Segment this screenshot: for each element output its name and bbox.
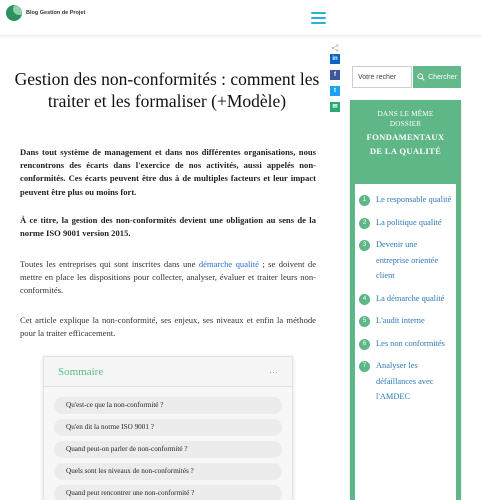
dossier-name-2[interactable]: DE LA QUALITÉ bbox=[369, 146, 442, 156]
dossier-header bbox=[350, 100, 461, 180]
toc-item[interactable]: Quand peut-on parler de non-conformité ? bbox=[54, 441, 282, 458]
toc-title: Sommaire bbox=[58, 365, 104, 378]
site-logo[interactable] bbox=[6, 5, 85, 21]
article-title: Gestion des non-conformités : comment les traiter et les formaliser (+Modèle) bbox=[14, 69, 320, 111]
dossier-item-number: 7 bbox=[359, 361, 370, 372]
dossier-item-label[interactable]: Les non conformités bbox=[376, 338, 445, 348]
dossier-item-label[interactable]: La politique qualité bbox=[376, 217, 442, 227]
dossier-item-number: 6 bbox=[359, 339, 370, 350]
search-input[interactable] bbox=[352, 66, 412, 88]
dossier-item-number: 2 bbox=[359, 218, 370, 229]
dossier-sidebar bbox=[350, 100, 461, 500]
linkedin-icon[interactable]: in bbox=[330, 54, 340, 64]
logo-text: Blog Gestion de Projet bbox=[26, 10, 86, 16]
toc-item[interactable]: Quels sont les niveaux de non-conformités ? bbox=[54, 463, 282, 480]
dossier-list bbox=[355, 184, 456, 500]
dossier-item[interactable] bbox=[355, 334, 456, 352]
leaf-logo-icon bbox=[6, 5, 22, 21]
facebook-icon[interactable]: f bbox=[330, 70, 340, 80]
dossier-kicker-2: DOSSIER bbox=[389, 120, 422, 128]
paragraph-3 bbox=[20, 258, 316, 298]
dossier-item[interactable] bbox=[355, 190, 456, 208]
dossier-item-number: 4 bbox=[359, 294, 370, 305]
toc-item[interactable]: Qu'est-ce que la non-conformité ? bbox=[54, 397, 282, 414]
paragraph-3-text-a: Toutes les entreprises qui sont inscrites dans une bbox=[20, 259, 199, 269]
email-icon[interactable]: ✉ bbox=[330, 102, 340, 112]
site-header bbox=[0, 0, 482, 36]
search-button-label: Chercher bbox=[428, 73, 457, 81]
toc-toggle-icon[interactable]: ··· bbox=[269, 366, 278, 377]
toc-item[interactable]: Qu'en dit la norme ISO 9001 ? bbox=[54, 419, 282, 436]
share-icon[interactable] bbox=[329, 44, 341, 54]
twitter-icon[interactable]: t bbox=[330, 86, 340, 96]
dossier-item-number: 5 bbox=[359, 316, 370, 327]
dossier-item[interactable] bbox=[355, 289, 456, 307]
dossier-item-label[interactable]: Devenir une entreprise orientée client bbox=[376, 240, 439, 280]
dossier-item-label[interactable]: La démarche qualité bbox=[376, 293, 445, 303]
dossier-item-number: 1 bbox=[359, 195, 370, 206]
dossier-item[interactable] bbox=[355, 235, 456, 284]
paragraph-3-text-b: ; se doivent de mettre en place les dispositions pour collecter, analyser, évaluer et traiter leurs non-conformités. bbox=[20, 259, 317, 296]
intro-paragraph-1: Dans tout système de management et dans nos différentes organisations, nous rencontrons des écarts dans l'exercice de nos activités, aussi appelés non-conformités. Ces écarts peuvent être dus à de multiples facteurs et leur impact peuvent être plus ou moins fort. bbox=[20, 147, 316, 197]
share-bar bbox=[329, 44, 341, 118]
hamburger-menu-icon[interactable] bbox=[311, 12, 326, 24]
toc-header bbox=[44, 357, 292, 387]
paragraph-4: Cet article explique la non-conformité, ses enjeux, ses niveaux et enfin la méthode pour la traiter efficacement. bbox=[20, 315, 316, 339]
dossier-item-label[interactable]: L'audit interne bbox=[376, 316, 425, 325]
search-icon bbox=[417, 73, 425, 81]
dossier-item-label[interactable]: Analyser les défaillances avec l'AMDEC bbox=[376, 361, 434, 401]
dossier-name-1[interactable]: FONDAMENTAUX bbox=[366, 132, 445, 142]
dossier-item[interactable] bbox=[355, 213, 456, 231]
dossier-item[interactable] bbox=[355, 311, 456, 329]
dossier-kicker-1: DANS LE MÊME bbox=[377, 110, 434, 118]
dossier-item-number: 3 bbox=[359, 240, 370, 251]
dossier-item-label[interactable]: Le responsable qualité bbox=[376, 195, 452, 204]
toc-item[interactable]: Quand peut rencontrer une non-conformité ? bbox=[54, 485, 282, 500]
dossier-item[interactable] bbox=[355, 356, 456, 405]
table-of-contents bbox=[43, 356, 293, 500]
demarche-qualite-link[interactable]: démarche qualité bbox=[198, 259, 259, 269]
search-button[interactable] bbox=[413, 66, 461, 88]
intro-paragraph-2: À ce titre, la gestion des non-conformités devient une obligation au sens de la norme ISO 9001 version 2015. bbox=[20, 215, 316, 239]
toc-list bbox=[44, 387, 292, 500]
